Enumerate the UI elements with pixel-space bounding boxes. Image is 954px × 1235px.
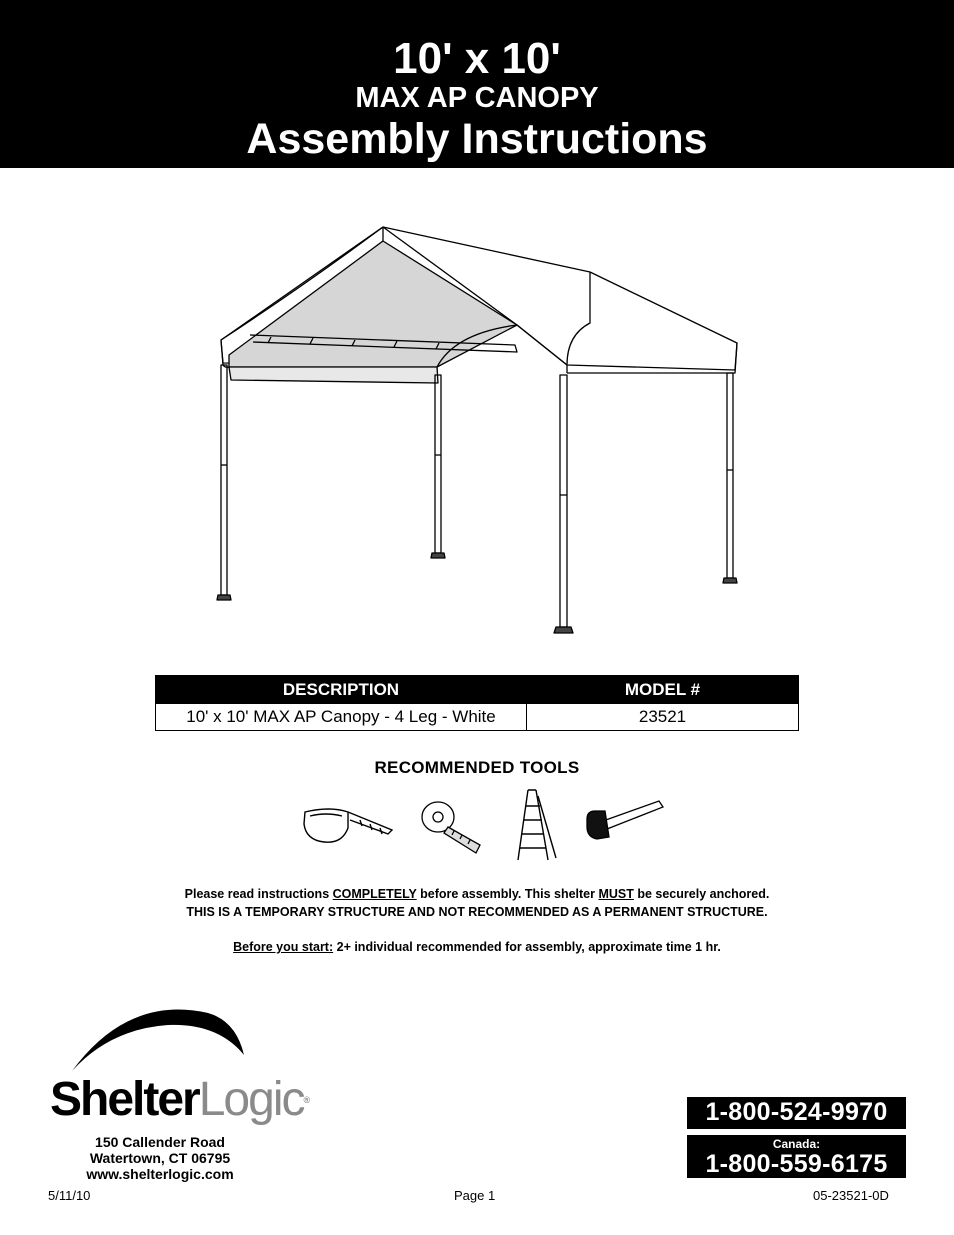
title-banner (0, 0, 954, 168)
page-number: Page 1 (454, 1188, 496, 1203)
wordmark-shelter: Shelter (50, 1073, 199, 1126)
table-row (156, 704, 799, 731)
canopy-size: 10' x 10' (393, 34, 561, 83)
registered-mark: ® (303, 1095, 311, 1105)
address-city: Watertown, CT 06795 (89, 1150, 231, 1166)
address-street: 150 Callender Road (95, 1134, 225, 1150)
emphasis-must: MUST (598, 887, 634, 901)
product-description: 10' x 10' MAX AP Canopy - 4 Leg - White (156, 704, 527, 731)
table-header-row (156, 676, 799, 704)
phone-canada: 1-800-559-6175 (705, 1150, 888, 1178)
notice-text: be securely anchored. (633, 887, 770, 901)
emphasis-completely: COMPLETELY (332, 887, 417, 901)
product-name: MAX AP CANOPY (355, 82, 599, 114)
website-link: www.shelterlogic.com (86, 1166, 234, 1182)
phone-us: 1-800-524-9970 (705, 1098, 888, 1126)
before-you-start-note (0, 938, 954, 956)
temporary-structure-warning: THIS IS A TEMPORARY STRUCTURE AND NOT RECOMMENDED AS A PERMANENT STRUCTURE. (186, 905, 768, 919)
safety-glasses-icon (300, 800, 395, 850)
tape-measure-icon (418, 797, 488, 857)
canada-label: Canada: (772, 1137, 821, 1151)
before-you-start-text: 2+ individual recommended for assembly, approximate time 1 hr. (333, 940, 721, 954)
phone-us-box (687, 1097, 906, 1129)
column-header-description: DESCRIPTION (156, 676, 527, 704)
canopy-illustration (205, 215, 755, 640)
step-ladder-icon (514, 788, 560, 863)
document-number: 05-23521-0D (813, 1188, 889, 1203)
rubber-mallet-icon (583, 797, 668, 847)
notice-text: before assembly. This shelter (416, 887, 599, 901)
shelterlogic-arc-logo (48, 1005, 268, 1077)
before-you-start-label: Before you start: (233, 940, 334, 954)
phone-canada-box (687, 1135, 906, 1178)
shelterlogic-wordmark (50, 1072, 310, 1128)
column-header-model: MODEL # (527, 676, 799, 704)
tools-heading: RECOMMENDED TOOLS (374, 758, 580, 777)
read-instructions-notice (0, 885, 954, 903)
wordmark-logic: Logic (198, 1073, 304, 1126)
document-date: 5/11/10 (48, 1188, 91, 1203)
document-title: Assembly Instructions (246, 115, 708, 163)
model-table (155, 675, 799, 731)
model-number: 23521 (527, 704, 799, 731)
notice-text: Please read instructions (184, 887, 333, 901)
